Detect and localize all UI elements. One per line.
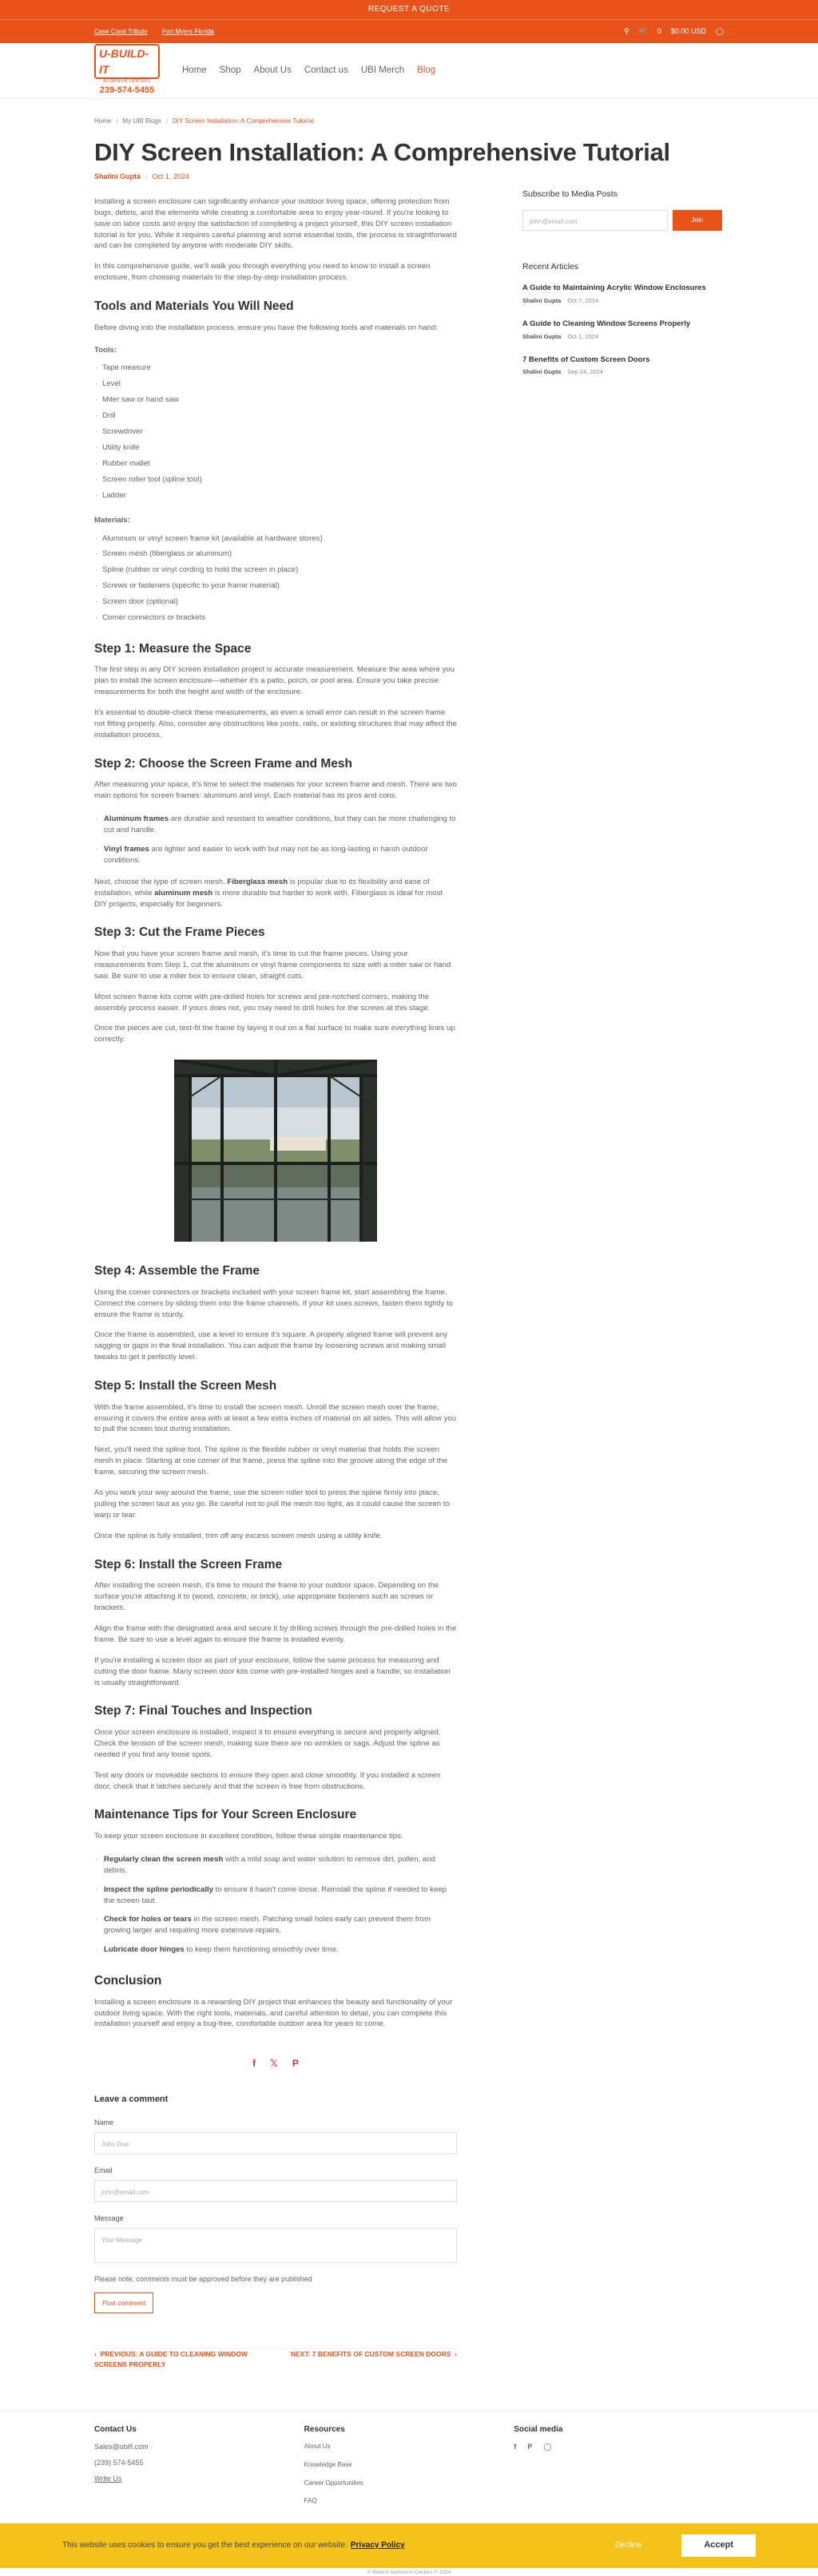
cart-icon[interactable]: 🛒: [638, 26, 648, 35]
list-item: · Screen roller tool (spline tool): [94, 472, 457, 488]
section-heading: Step 2: Choose the Screen Frame and Mesh: [94, 756, 353, 771]
bold-term: Inspect the spline periodically: [104, 1884, 214, 1894]
message-label: Message: [94, 2213, 124, 2222]
list-item: · Utility knife: [94, 440, 457, 456]
site-header: [0, 43, 818, 99]
footer-social: [514, 2424, 724, 2515]
footer-contact: [94, 2424, 304, 2515]
paragraph: Test any doors or moveable sections to ensure they open and close smoothly. If you installed a screen door, check that it latches securely and that the screen is free from obstructions.: [94, 1770, 441, 1791]
recent-article-meta: [522, 297, 722, 306]
search-icon[interactable]: ⚲: [624, 26, 629, 35]
paragraph: Once the frame is assembled, use a level to ensure it's square. A properly aligned frame will prevent any sagging or gaps in the final installation. You can adjust the frame by loosening screws and making small tweaks to get it perfectly level.: [94, 1330, 448, 1362]
recent-article[interactable]: [522, 319, 722, 342]
list-text: in the screen mesh. Patching small holes early can prevent them from growing larger and requiring more extensive repairs.: [104, 1915, 431, 1936]
previous-post-link[interactable]: ‹ PREVIOUS: A GUIDE TO CLEANING WINDOW SCREENS PROPERLY: [94, 2350, 248, 2368]
list-item: · Rubber mallet: [94, 456, 457, 472]
bold-term: Regularly clean the screen mesh: [104, 1854, 224, 1864]
footer-contact-title: Contact Us: [94, 2424, 137, 2434]
footer-social-title: Social media: [514, 2424, 563, 2434]
paragraph: As you work your way around the frame, use the screen roller tool to press the spline firmly into place, pulling the screen taut as you go. Be careful not to pull the mesh too tight, as it could cause the screen to warp or tear.: [94, 1488, 450, 1520]
copyright: © Build-It Aluminum Centers © 2024: [367, 2569, 451, 2575]
share-links: [94, 2057, 457, 2071]
paragraph: Installing a screen enclosure is a rewarding DIY project that enhances the beauty and functionality of your outdoor living space. With the right tools, materials, and careful attention to detail, you can complete this installation yourself and enjoy a bug-free, comfortable outdoor area for years to come.: [94, 1997, 453, 2029]
bold-term: Fiberglass mesh: [227, 877, 288, 886]
list-item: · Screen mesh (fiberglass or aluminum): [94, 546, 457, 562]
footer-email[interactable]: Sales@ubifl.com: [94, 2443, 149, 2451]
recent-article-title[interactable]: A Guide to Cleaning Window Screens Properly: [522, 319, 691, 329]
recent-article-author: Shalini Gupta: [522, 297, 562, 305]
recent-article-author: Shalini Gupta: [522, 332, 562, 340]
paragraph: Align the frame with the designated area and secure it by drilling screws through the pre-drilled holes in the frame. Be sure to use a level again to ensure the frame is installed evenly.: [94, 1623, 457, 1644]
text: is popular due to its flexibility and ease of installation, while: [94, 877, 430, 898]
post-author: Shalini Gupta: [94, 172, 141, 180]
recent-article-date: Oct 1, 2024: [567, 332, 599, 340]
list-item: · Tape measure: [94, 360, 457, 376]
paragraph: Now that you have your screen frame and mesh, it's time to cut the frame pieces. Using your measurements from Step 1, cut the aluminum or vinyl frame components to size with a miter saw or hand saw. Be sure to use a miter box to ensure clean, straight cuts.: [94, 949, 451, 981]
recent-article-date: Sep 24, 2024: [567, 368, 603, 376]
section-heading: Tools and Materials You Will Need: [94, 299, 294, 314]
bold-term: Aluminum frames: [104, 814, 169, 824]
list-item: [94, 1912, 457, 1939]
list-item: · Screwdriver: [94, 424, 457, 440]
paragraph: Once the spline is fully installed, trim off any excess screen mesh using a utility knife.: [94, 1531, 383, 1540]
list-text: to keep them functioning smoothly over time.: [184, 1945, 339, 1955]
section-heading: Step 6: Install the Screen Frame: [94, 1557, 283, 1571]
section-heading: Step 1: Measure the Space: [94, 641, 252, 656]
nav-shop[interactable]: Shop: [219, 65, 241, 76]
bold-term: Vinyl frames: [104, 844, 149, 854]
list-item: · Ladder: [94, 488, 457, 504]
frames-list: [94, 811, 457, 869]
cookie-message: This website uses cookies to ensure you get the best experience on our website.: [62, 2540, 347, 2550]
list-item: · Corner connectors or brackets: [94, 610, 457, 626]
recent-article-meta: [522, 333, 722, 342]
recent-articles-title: Recent Articles: [522, 262, 579, 272]
footer-resource-link[interactable]: Knowledge Base: [304, 2460, 352, 2468]
recent-article[interactable]: [522, 283, 722, 306]
section-heading: Step 7: Final Touches and Inspection: [94, 1704, 312, 1718]
sidebar: [522, 99, 722, 2369]
list-item: [94, 1882, 457, 1909]
pinterest-icon[interactable]: P: [527, 2443, 533, 2451]
logo-tagline: ALUMINUM CENTERS: [103, 79, 151, 85]
enclosure-photo: [174, 1060, 377, 1242]
paragraph: The first step in any DIY screen installation project is accurate measurement. Measure the area where you plan to install the screen enclosure—whether it's a patio, porch, or pool area. Ensure you take precise measurements for both the height and width of the enclosure.: [94, 665, 455, 697]
nav-blog[interactable]: Blog: [417, 65, 436, 76]
privacy-policy-link[interactable]: Privacy Policy: [350, 2540, 405, 2550]
list-text: with a mild soap and water solution to remove dirt, pollen, and debris.: [104, 1854, 435, 1875]
materials-list: [94, 531, 457, 626]
nav-about[interactable]: About Us: [253, 65, 292, 76]
paragraph: Most screen frame kits come with pre-drilled holes for screws and pre-notched corners, making the assembly process easier. If yours does not, you may need to drill holes for the screws at this stage.: [94, 992, 431, 1013]
footer-resource-link[interactable]: About Us: [304, 2443, 331, 2451]
paragraph: Once your screen enclosure is installed, inspect it to ensure everything is secure and properly aligned. Check the tension of the screen mesh, making sure there are no wrinkles or sags. Adjust the spline as needed if you find any loose spots.: [94, 1727, 441, 1759]
nav-merch[interactable]: UBI Merch: [360, 65, 405, 76]
name-label: Name: [94, 2118, 114, 2126]
previous-post-label: PREVIOUS: A GUIDE TO CLEANING WINDOW SCREENS PROPERLY: [94, 2350, 248, 2368]
paragraph: After measuring your space, it's time to select the materials for your screen frame and mesh. There are two main options for screen frames: aluminum and vinyl. Each material has its pros and cons.: [94, 780, 457, 801]
next-post-link[interactable]: NEXT: 7 BENEFITS OF CUSTOM SCREEN DOORS ›: [290, 2350, 457, 2359]
section-heading: Conclusion: [94, 1974, 162, 1988]
account-icon[interactable]: ◯: [715, 26, 724, 35]
section-heading: Step 4: Assemble the Frame: [94, 1264, 260, 1278]
text: is more durable but harder to work with. Fiberglass is ideal for most DIY projects, especially for beginners.: [94, 888, 443, 909]
accept-button[interactable]: Accept: [681, 2534, 756, 2557]
cart-price: $0.00 USD: [670, 26, 706, 35]
list-item: [94, 811, 457, 838]
list-item: · Screen door (optional): [94, 594, 457, 610]
section-heading: Maintenance Tips for Your Screen Enclosure: [94, 1808, 357, 1822]
section-heading: Step 3: Cut the Frame Pieces: [94, 925, 265, 940]
bold-term: aluminum mesh: [154, 888, 213, 898]
post-comment-button[interactable]: Post comment: [94, 2293, 153, 2313]
footer-resource-link[interactable]: FAQ: [304, 2497, 317, 2505]
post-date: Oct 1, 2024: [152, 172, 189, 180]
pinterest-icon[interactable]: P: [292, 2058, 299, 2070]
paragraph: Before diving into the installation process, ensure you have the following tools and materials on hand:: [94, 323, 438, 332]
recent-article-title[interactable]: 7 Benefits of Custom Screen Doors: [522, 355, 650, 364]
email-input[interactable]: john@email.com: [94, 2180, 457, 2202]
logo-phone: 239-574-5455: [99, 85, 155, 96]
list-text: are durable and resistant to weather conditions, but they can be more challenging to cut and handle.: [104, 814, 456, 835]
list-item: · Screws or fasteners (specific to your frame material): [94, 578, 457, 594]
utility-link-2[interactable]: Fort Myers Florida: [161, 27, 214, 35]
message-input[interactable]: Your Message: [94, 2228, 457, 2263]
bold-term: Check for holes or tears: [104, 1915, 192, 1924]
request-quote-bar[interactable]: REQUEST A QUOTE: [0, 0, 818, 19]
post-pagination: [94, 2348, 457, 2369]
list-item: · Spline (rubber or vinyl cording to hold the screen in place): [94, 562, 457, 578]
paragraph: [94, 877, 457, 910]
recent-article[interactable]: [522, 355, 722, 378]
list-text: are lighter and easier to work with but may not be as long-lasting in harsh outdoor conditions.: [104, 844, 428, 865]
list-item: · Level: [94, 376, 457, 392]
recent-article-author: Shalini Gupta: [522, 368, 562, 376]
comment-form: [94, 2094, 457, 2313]
next-post-label: NEXT: 7 BENEFITS OF CUSTOM SCREEN DOORS: [290, 2350, 451, 2359]
approval-note: Please note, comments must be approved before they are published: [94, 2274, 312, 2283]
cookie-banner: [0, 2523, 818, 2568]
join-button[interactable]: Join: [673, 210, 722, 231]
paragraph: After installing the screen mesh, it's time to mount the frame to your outdoor space. Depending on the surface you're attaching it to (wood, concrete, or brick), use appropriate fasteners such as screws or brackets.: [94, 1581, 439, 1613]
list-item: [94, 1942, 457, 1958]
utility-link-1[interactable]: Case Coral Tribute: [94, 27, 148, 35]
text: Next, choose the type of screen mesh.: [94, 877, 228, 886]
cart-count: 0: [657, 26, 661, 35]
list-text: to ensure it hasn't come loose. Reinstall the spline if needed to keep the screen taut.: [104, 1884, 447, 1905]
footer-write-us[interactable]: Write Us: [94, 2475, 122, 2483]
subscribe-email-input[interactable]: john@email.com: [522, 210, 668, 231]
nav-contact[interactable]: Contact us: [304, 65, 348, 76]
paragraph: It's essential to double-check these measurements, as even a small error can result in the screen frame not fitting properly. Also, consider any obstructions like posts, rails, or existing structures that may affect the installation process.: [94, 708, 457, 739]
comment-title: Leave a comment: [94, 2094, 169, 2104]
x-icon[interactable]: 𝕏: [270, 2058, 278, 2070]
logo-name: U-BUILD-IT: [94, 44, 160, 80]
paragraph: To keep your screen enclosure in excellent condition, follow these simple maintenance tips:: [94, 1831, 403, 1841]
post-meta: Shalini Gupta | Oct 1, 2024: [94, 172, 189, 180]
list-item: · Miter saw or hand saw: [94, 392, 457, 408]
decline-button[interactable]: Decline: [614, 2540, 642, 2550]
cookie-text: [62, 2540, 615, 2552]
subscribe-title: Subscribe to Media Posts: [522, 189, 618, 199]
facebook-icon[interactable]: f: [252, 2058, 256, 2070]
list-item: [94, 842, 457, 869]
breadcrumb: Home | My UBI Blogs | DIY Screen Installation: A Comprehensive Tutorial: [94, 117, 314, 125]
paragraph: With the frame assembled, it's time to install the screen mesh. Unroll the screen mesh over the frame, ensuring it covers the entire area with at least a few extra inches of material on all sides. This will allow you to pull the screen tout during installation.: [94, 1402, 457, 1434]
footer-phone[interactable]: (239) 574-5455: [94, 2459, 144, 2467]
paragraph: Using the corner connectors or brackets included with your screen frame kit, start assembling the frame. Connect the corners by sliding them into the frame channels. If your kit uses screws, fasten them tightly to ensure the frame is sturdy.: [94, 1287, 453, 1319]
paragraph: If you're installing a screen door as part of your enclosure, follow the same process for measuring and cutting the door frame. Many screen door kits come with pre-installed hinges and a handle, so installation is usually straightforward.: [94, 1655, 451, 1687]
recent-article-title[interactable]: A Guide to Maintaining Acrylic Window Enclosures: [522, 283, 706, 293]
bold-term: Lubricate door hinges: [104, 1945, 185, 1955]
section-heading: Step 5: Install the Screen Mesh: [94, 1379, 277, 1393]
recent-article-date: Oct 7, 2024: [567, 297, 599, 305]
crumb-current: DIY Screen Installation: A Comprehensive Tutorial: [172, 117, 314, 125]
footer-resources: [304, 2424, 517, 2515]
intro-paragraph: In this comprehensive guide, we'll walk you through everything you need to know to install a screen enclosure, from choosing materials to the step-by-step installation process.: [94, 262, 431, 283]
paragraph: Once the pieces are cut, test-fit the frame by laying it out on a flat surface to make sure everything lines up correctly.: [94, 1024, 455, 1044]
utility-bar: [0, 19, 818, 43]
list-item: [94, 1852, 457, 1879]
tools-label: Tools:: [94, 345, 117, 355]
main-nav: [182, 64, 435, 77]
footer-resources-title: Resources: [304, 2424, 345, 2434]
site-footer: [0, 2411, 818, 2515]
crumb-home[interactable]: Home: [94, 117, 112, 125]
intro-paragraph: Installing a screen enclosure can significantly enhance your outdoor living space, offering protection from bugs, debris, and the elements while creating a comfortable area to enjoy year-round. If you're looking to save on labor costs and enjoy the satisfaction of completing a project yourself, this DIY screen installation tutorial is for you. While it requires careful planning and some essential tools, the process is straightforward and can be completed by anyone with moderate DIY skills.: [94, 196, 457, 251]
tools-list: [94, 360, 457, 503]
name-input[interactable]: John Doe: [94, 2132, 457, 2154]
paragraph: Next, you'll need the spline tool. The spline is the flexible rubber or vinyl material that holds the screen mesh in place. Starting at one corner of the frame, press the spline into the groove along the edge of the frame, securing the screen mesh.: [94, 1445, 448, 1477]
footer-resource-link[interactable]: Career Opportunities: [304, 2479, 363, 2487]
article-body: [94, 196, 457, 2031]
recent-article-meta: [522, 368, 722, 377]
site-logo[interactable]: [94, 46, 160, 96]
maintenance-list: [94, 1852, 457, 1958]
instagram-icon[interactable]: ◯: [543, 2443, 552, 2451]
list-item: · Aluminum or vinyl screen frame kit (available at hardware stores): [94, 531, 457, 547]
crumb-blogs[interactable]: My UBI Blogs: [122, 117, 161, 125]
subscribe-form: [522, 210, 722, 231]
email-label: Email: [94, 2166, 113, 2174]
list-item: · Drill: [94, 408, 457, 424]
page-title: DIY Screen Installation: A Comprehensive Tutorial: [94, 137, 670, 166]
materials-label: Materials:: [94, 515, 130, 525]
facebook-icon[interactable]: f: [514, 2443, 517, 2451]
nav-home[interactable]: Home: [182, 65, 207, 76]
